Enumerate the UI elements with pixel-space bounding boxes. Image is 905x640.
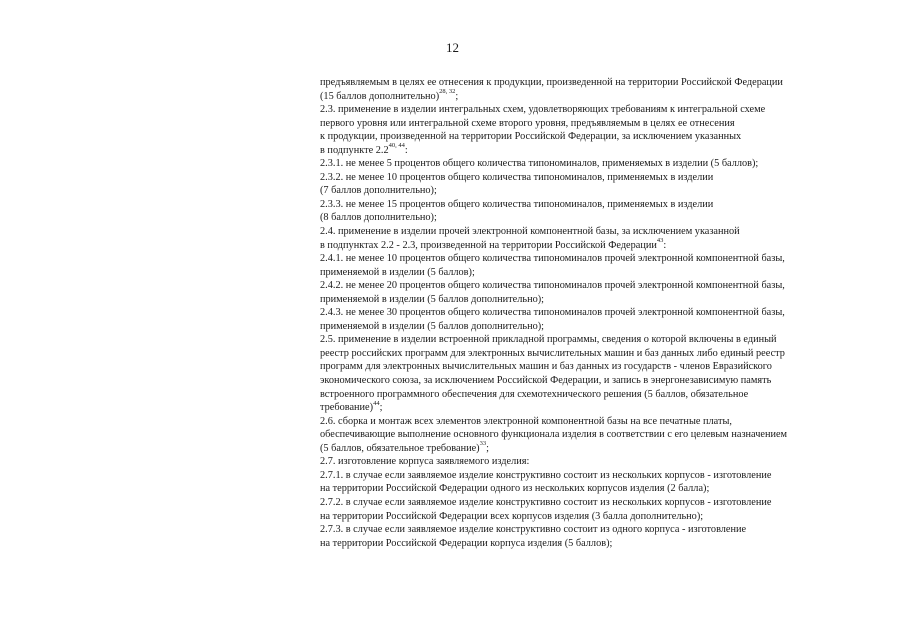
text-line [320, 388, 865, 402]
line-text: 2.3. применение в изделии интегральных схем, удовлетворяющих требованиям к интегральной схеме [320, 104, 766, 116]
text-line [320, 320, 865, 334]
text-line [320, 90, 865, 104]
line-text: программ для электронных вычислительных машин и баз данных из государств - членов Евразийского [320, 361, 772, 373]
line-text: 2.7.2. в случае если заявляемое изделие конструктивно состоит из нескольких корпусов - изготовление [320, 496, 772, 508]
text-line [320, 347, 865, 361]
line-text: применяемой в изделии (5 баллов); [320, 266, 475, 278]
line-text: применяемой в изделии (5 баллов дополнительно); [320, 320, 545, 332]
text-line [320, 252, 865, 266]
text-line [320, 455, 865, 469]
document-body [320, 76, 865, 550]
line-text: 2.4.2. не менее 20 процентов общего количества типономиналов прочей электронной компонентной базы, [320, 280, 785, 292]
line-text: экономического союза, за исключением Российской Федерации, и запись в энергонезависимую память [320, 375, 772, 387]
page-number: 12 [446, 40, 459, 55]
line-punctuation: ; [486, 442, 489, 454]
line-text: встроенного программного обеспечения для схемотехнического решения (5 баллов, обязательное [320, 388, 749, 400]
text-line [320, 415, 865, 429]
footnote-reference: 33 [479, 440, 487, 448]
line-text: 2.5. применение в изделии встроенной прикладной программы, сведения о которой включены в единый [320, 334, 777, 346]
text-line [320, 360, 865, 374]
footnote-reference: 44 [373, 399, 380, 407]
text-line [320, 523, 865, 537]
text-line [320, 293, 865, 307]
text-line [320, 198, 865, 212]
text-line [320, 496, 865, 510]
text-line [320, 76, 865, 90]
footnote-reference: 40, 44 [388, 142, 405, 150]
line-text: на территории Российской Федерации всех корпусов изделия (3 балла дополнительно); [320, 510, 704, 522]
text-line [320, 211, 865, 225]
text-line [320, 333, 865, 347]
text-line [320, 225, 865, 239]
line-punctuation: ; [455, 90, 459, 102]
text-line [320, 537, 865, 551]
line-text: 2.4.3. не менее 30 процентов общего количества типономиналов прочей электронной компонентной базы, [320, 307, 785, 319]
text-line [320, 144, 865, 158]
line-text: предъявляемым в целях ее отнесения к продукции, произведенной на территории Российской Федерации [320, 77, 783, 88]
text-line [320, 184, 865, 198]
line-text: 2.3.2. не менее 10 процентов общего количества типономиналов, применяемых в изделии [320, 171, 714, 183]
text-line [320, 442, 865, 456]
line-text: (15 баллов дополнительно) [320, 90, 440, 102]
line-text: первого уровня или интегральной схеме второго уровня, предъявляемым в целях ее отнесения [320, 117, 735, 129]
text-line [320, 103, 865, 117]
text-line [320, 279, 865, 293]
line-text: 2.6. сборка и монтаж всех элементов электронной компонентной базы на все печатные платы, [320, 415, 732, 427]
line-punctuation: : [404, 144, 408, 156]
line-text: в подпункте 2.2 [320, 144, 389, 156]
footnote-reference: 28, 32 [439, 88, 456, 96]
line-text: требование) [320, 402, 374, 414]
text-line [320, 117, 865, 131]
text-line [320, 374, 865, 388]
line-text: 2.7. изготовление корпуса заявляемого изделия: [320, 456, 530, 468]
text-line [320, 266, 865, 280]
text-line [320, 482, 865, 496]
line-text: 2.4.1. не менее 10 процентов общего количества типономиналов прочей электронной компонентной базы, [320, 253, 785, 265]
line-text: (7 баллов дополнительно); [320, 185, 437, 197]
line-text: в подпунктах 2.2 - 2.3, произведенной на территории Российской Федерации [320, 239, 657, 251]
line-text: (8 баллов дополнительно); [320, 212, 437, 224]
line-text: реестр российских программ для электронных вычислительных машин и баз данных либо единый реестр [320, 347, 785, 359]
text-line [320, 306, 865, 320]
line-text: 2.3.1. не менее 5 процентов общего количества типономиналов, применяемых в изделии (5 баллов); [320, 158, 759, 170]
line-text: 2.7.1. в случае если заявляемое изделие конструктивно состоит из нескольких корпусов - изготовление [320, 469, 772, 481]
line-text: 2.4. применение в изделии прочей электронной компонентной базы, за исключением указанной [320, 226, 740, 238]
line-text: на территории Российской Федерации одного из нескольких корпусов изделия (2 балла); [320, 483, 710, 495]
line-text: 2.7.3. в случае если заявляемое изделие конструктивно состоит из одного корпуса - изготовление [320, 524, 747, 536]
line-punctuation: ; [379, 402, 383, 414]
line-text: 2.3.3. не менее 15 процентов общего количества типономиналов, применяемых в изделии [320, 198, 714, 210]
line-punctuation: : [663, 239, 667, 251]
line-text: применяемой в изделии (5 баллов дополнительно); [320, 293, 545, 305]
line-text: (5 баллов, обязательное требование) [320, 442, 480, 454]
footnote-reference: 43 [656, 237, 664, 245]
text-line [320, 157, 865, 171]
text-line [320, 510, 865, 524]
line-text: обеспечивающие выполнение основного функционала изделия в соответствии с его целевым назначением [320, 429, 788, 441]
line-text: к продукции, произведенной на территории Российской Федерации, за исключением указанных [320, 131, 742, 143]
text-line [320, 428, 865, 442]
text-line [320, 171, 865, 185]
text-line [320, 239, 865, 253]
text-line [320, 469, 865, 483]
line-text: на территории Российской Федерации корпуса изделия (5 баллов); [320, 537, 613, 549]
text-line [320, 401, 865, 415]
